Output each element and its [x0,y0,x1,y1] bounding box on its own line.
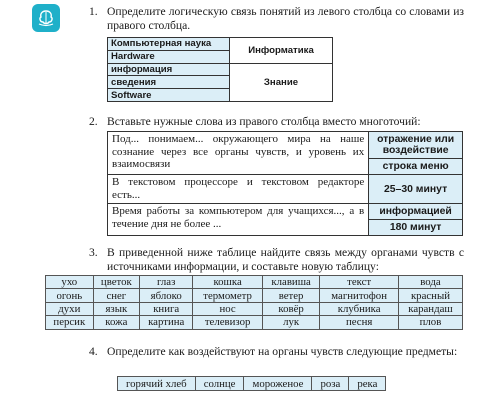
task-number: 2. [89,115,98,128]
table-cell: глаз [140,276,193,289]
table-cell: ковёр [262,302,320,315]
senses-table [45,275,463,330]
table-cell: телевизор [193,316,262,329]
table-cell: 25–30 минут [369,175,463,204]
table-cell: клубника [320,302,399,315]
concepts-table [107,37,333,102]
table-cell: нос [193,302,262,315]
table-cell: огонь [46,289,94,302]
table-cell: текст [320,276,399,289]
table-cell: магнитофон [320,289,399,302]
table-cell: лук [262,316,320,329]
task-text: Определите как воздействуют на органы чувств следующие предметы: [107,345,458,358]
table-cell: клавиша [262,276,320,289]
table-cell: Software [108,89,230,102]
table-cell: Знание [230,63,333,101]
table-cell: В текстовом процессоре и текстовом редакторе есть... [108,175,369,204]
table-cell: песня [320,316,399,329]
table-cell: Информатика [230,38,333,64]
table-cell: мороженое [244,377,312,391]
table-row [118,377,386,391]
table-row [46,289,463,302]
table-cell: 180 минут [369,220,463,236]
task-number: 1. [89,5,98,18]
table-cell: информация [108,63,230,76]
table-cell: карандаш [398,302,462,315]
table-cell: информацией [369,204,463,220]
table-row [46,316,463,329]
table-cell: персик [46,316,94,329]
task-number: 3. [89,246,98,259]
brain-book-icon [36,8,56,28]
table-cell: кожа [93,316,139,329]
table-cell: река [349,377,386,391]
table-cell: духи [46,302,94,315]
table-cell: Hardware [108,50,230,63]
table-cell: отражение или воздействие [369,132,463,159]
table-cell: сведения [108,76,230,89]
table-cell: кошка [193,276,262,289]
table-cell: книга [140,302,193,315]
fill-in-table [107,131,463,236]
table-cell: строка меню [369,159,463,175]
table-cell: Время работы за компьютером для учащихся..., а в течение дня не более ... [108,204,369,236]
table-cell: плов [398,316,462,329]
table-cell: язык [93,302,139,315]
table-cell: солнце [195,377,244,391]
section-icon [32,4,60,32]
table-cell: ветер [262,289,320,302]
table-cell: яблоко [140,289,193,302]
table-cell: роза [312,377,349,391]
task-text: Вставьте нужные слова из правого столбца вместо многоточий: [107,115,421,128]
table-cell: ухо [46,276,94,289]
task-number: 4. [89,345,98,358]
table-cell: снег [93,289,139,302]
task-text: Определите логическую связь понятий из левого столбца со словами из правого столбца. [107,5,464,32]
table-cell: вода [398,276,462,289]
table-row [46,276,463,289]
table-cell: Компьютерная наука [108,38,230,51]
objects-table [117,376,386,391]
task-text: В приведенной ниже таблице найдите связь между органами чувств с источниками информации, и составьте новую таблицу: [107,246,464,273]
table-cell: Под... понимаем... окружающего мира на наше сознание через все органы чувств, и уровень их взаимосвязи [108,132,369,175]
table-cell: горячий хлеб [118,377,196,391]
table-cell: термометр [193,289,262,302]
table-row [46,302,463,315]
table-cell: красный [398,289,462,302]
table-cell: картина [140,316,193,329]
table-cell: цветок [93,276,139,289]
